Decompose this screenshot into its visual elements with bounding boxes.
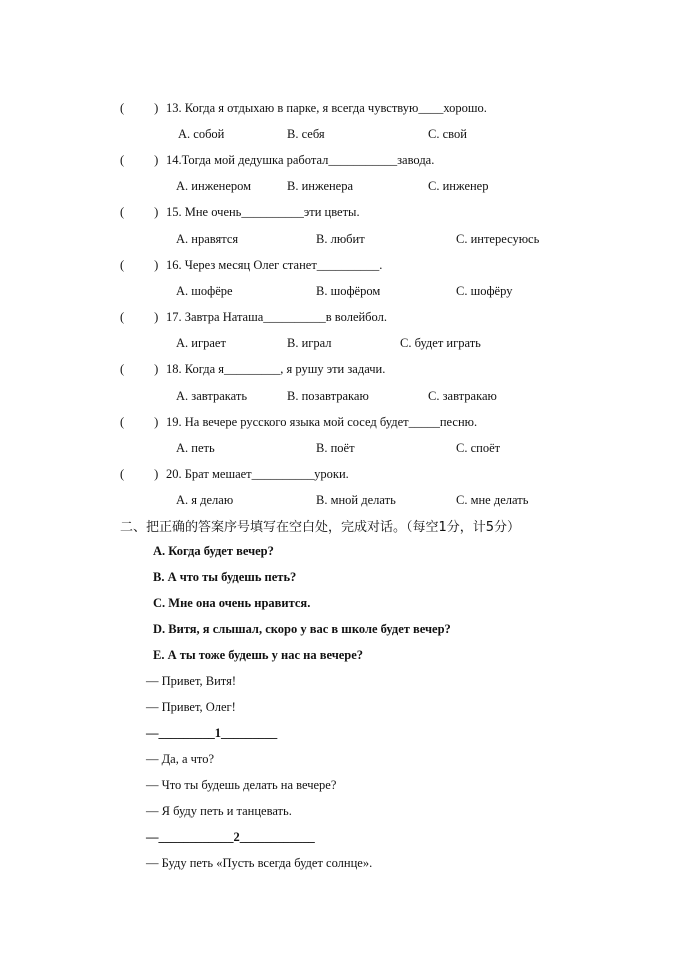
answer-paren[interactable]: ( ) <box>120 205 159 219</box>
option-a: A. завтракать <box>176 389 248 403</box>
option-c: C. будет играть <box>400 336 481 350</box>
option-b: B. мной делать <box>316 493 396 507</box>
question-stem: 18. Когда я_________, я рушу эти задачи. <box>166 362 386 376</box>
dialogue-line: — Да, а что? <box>146 752 215 766</box>
option-b: B. шофёром <box>316 284 381 298</box>
option-a: A. играет <box>176 336 226 350</box>
question-14 <box>120 153 434 168</box>
question-stem: 14.Тогда мой дедушка работал___________завода. <box>166 153 435 167</box>
question-13 <box>120 101 487 116</box>
option-b: B. себя <box>287 127 325 141</box>
question-15 <box>120 205 360 220</box>
question-stem: 15. Мне очень__________эти цветы. <box>166 205 360 219</box>
dialogue-line: — Я буду петь и танцевать. <box>146 804 292 818</box>
answer-paren[interactable]: ( ) <box>120 153 159 167</box>
option-b: B. позавтракаю <box>287 389 369 403</box>
question-stem: 13. Когда я отдыхаю в парке, я всегда чувствую____хорошо. <box>166 101 487 115</box>
answer-paren[interactable]: ( ) <box>120 467 159 481</box>
answer-paren[interactable]: ( ) <box>120 415 159 429</box>
option-b: B. инженера <box>287 179 354 193</box>
question-17 <box>120 310 387 325</box>
answer-paren[interactable]: ( ) <box>120 362 159 376</box>
question-stem: 17. Завтра Наташа__________в волейбол. <box>166 310 387 324</box>
section-heading: 二、把正确的答案序号填写在空白处，完成对话。（每空1分，计5分） <box>120 520 521 535</box>
choice-e: E. А ты тоже будешь у нас на вечере? <box>153 648 364 662</box>
dialogue-line: — Привет, Витя! <box>146 674 236 688</box>
choice-d: D. Витя, я слышал, скоро у вас в школе будет вечер? <box>153 622 451 636</box>
choice-a: A. Когда будет вечер? <box>153 544 274 558</box>
choice-b: B. А что ты будешь петь? <box>153 570 297 584</box>
option-a: A. шофёре <box>176 284 233 298</box>
question-stem: 20. Брат мешает__________уроки. <box>166 467 349 481</box>
question-19 <box>120 415 477 430</box>
dialogue-blank-2[interactable]: —____________2____________ <box>146 830 315 844</box>
question-18 <box>120 362 385 377</box>
option-a: A. собой <box>178 127 225 141</box>
option-a: A. инженером <box>176 179 252 193</box>
option-a: A. петь <box>176 441 215 455</box>
option-a: A. нравятся <box>176 232 239 246</box>
option-b: B. поёт <box>316 441 355 455</box>
choice-c: C. Мне она очень нравится. <box>153 596 311 610</box>
dialogue-line: — Что ты будешь делать на вечере? <box>146 778 337 792</box>
question-stem: 19. На вечере русского языка мой сосед будет_____песню. <box>166 415 478 429</box>
question-16 <box>120 258 382 273</box>
option-a: A. я делаю <box>176 493 234 507</box>
option-c: C. мне делать <box>456 493 529 507</box>
dialogue-line: — Буду петь «Пусть всегда будет солнце». <box>146 856 373 870</box>
option-b: B. играл <box>287 336 332 350</box>
answer-paren[interactable]: ( ) <box>120 101 159 115</box>
option-c: C. свой <box>428 127 467 141</box>
option-c: C. завтракаю <box>428 389 497 403</box>
dialogue-blank-1[interactable]: —_________1_________ <box>146 726 278 740</box>
question-stem: 16. Через месяц Олег станет__________. <box>166 258 383 272</box>
answer-paren[interactable]: ( ) <box>120 258 159 272</box>
dialogue-line: — Привет, Олег! <box>146 700 236 714</box>
option-c: C. инженер <box>428 179 489 193</box>
option-c: C. интересуюсь <box>456 232 540 246</box>
option-c: C. шофёру <box>456 284 513 298</box>
option-c: C. споёт <box>456 441 501 455</box>
answer-paren[interactable]: ( ) <box>120 310 159 324</box>
question-20 <box>120 467 349 482</box>
option-b: B. любит <box>316 232 365 246</box>
